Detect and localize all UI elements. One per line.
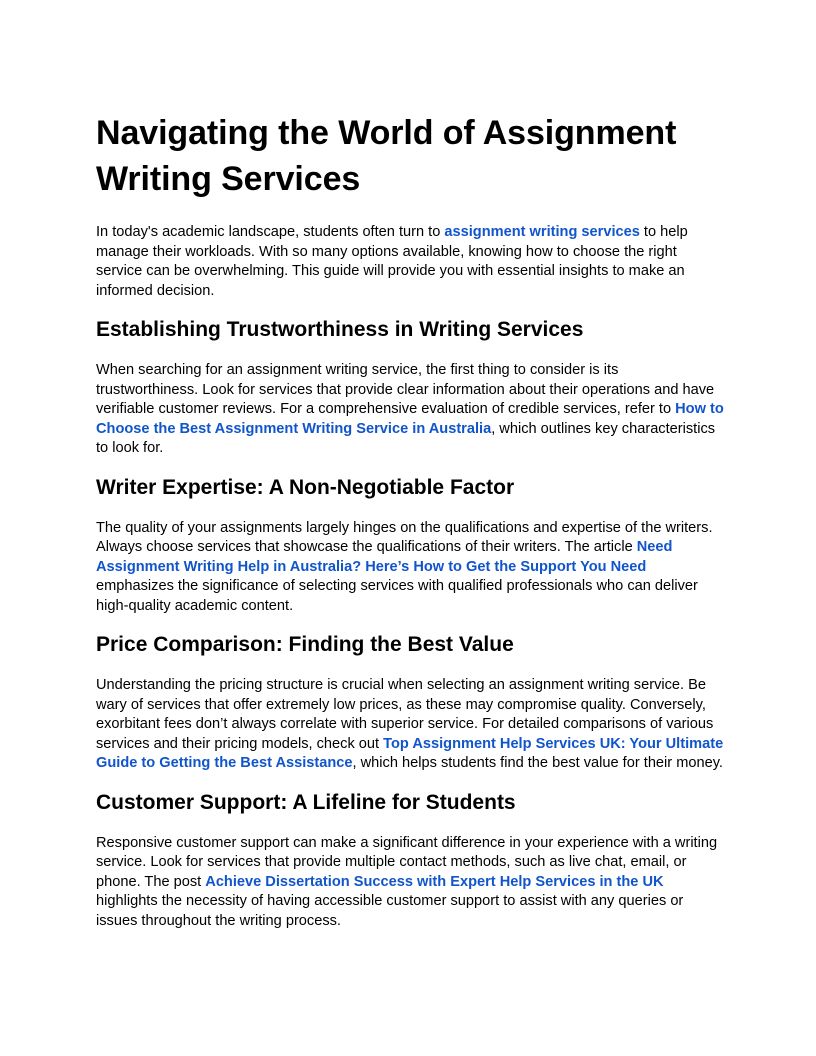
article-link-writer-expertise[interactable]: Need Assignment Writing Help in Australia? Here’s How to Get the Support You Need [96, 539, 673, 575]
section-paragraph-customer-support [96, 834, 724, 932]
paragraph-text: Understanding the pricing structure is crucial when selecting an assignment writing service. Be wary of services that offer extremely low prices, as these may compromise quality. Conversely, exorbitant fees don’t always correlate with superior service. For detailed comparisons of various services and their pricing models, check out [96, 677, 714, 752]
intro-text-before: In today's academic landscape, students often turn to [96, 224, 445, 240]
paragraph-text: , which outlines key characteristics to look for. [96, 420, 716, 456]
intro-link[interactable]: assignment writing services [444, 224, 640, 240]
section-heading-trustworthiness: Establishing Trustworthiness in Writing Services [96, 318, 584, 341]
section-heading-customer-support: Customer Support: A Lifeline for Students [96, 790, 516, 814]
paragraph-text: Responsive customer support can make a significant difference in your experience with a writing service. Look for services that provide multiple contact methods, such as live chat, email, or phone. The post [96, 834, 718, 890]
section-paragraph-trustworthiness [96, 361, 724, 459]
article-link-trustworthiness[interactable]: How to Choose the Best Assignment Writing Service in Australia [96, 401, 724, 437]
paragraph-text: highlights the necessity of having accessible customer support to assist with any queries or issues throughout the writing process. [96, 893, 684, 929]
article-link-price-comparison[interactable]: Top Assignment Help Services UK: Your Ultimate Guide to Getting the Best Assistance [96, 735, 724, 771]
paragraph-text: The quality of your assignments largely hinges on the qualifications and expertise of the writers. Always choose services that showcase the qualifications of their writers. The article [96, 519, 713, 555]
paragraph-text: , which helps students find the best value for their money. [352, 755, 723, 771]
section-paragraph-writer-expertise [96, 519, 724, 617]
intro-text-after: to help manage their workloads. With so many options available, knowing how to choose the right service can be overwhelming. This guide will provide you with essential insights to make an informed decision. [96, 224, 688, 299]
article-link-customer-support[interactable]: Achieve Dissertation Success with Expert Help Services in the UK [205, 873, 664, 890]
section-heading-writer-expertise: Writer Expertise: A Non-Negotiable Factor [96, 475, 515, 499]
intro-paragraph [96, 223, 724, 301]
paragraph-text: emphasizes the significance of selecting services with qualified professionals who can deliver high-quality academic content. [96, 578, 698, 614]
section-paragraph-price-comparison [96, 676, 724, 774]
page-title: Navigating the World of Assignment Writing Services [96, 114, 677, 198]
section-heading-price-comparison: Price Comparison: Finding the Best Value [96, 633, 514, 656]
document-page [96, 110, 724, 947]
paragraph-text: When searching for an assignment writing service, the first thing to consider is its trustworthiness. Look for services that provide clear information about their operations and have verifiable customer reviews. For a comprehensive evaluation of credible services, refer to [96, 362, 715, 417]
